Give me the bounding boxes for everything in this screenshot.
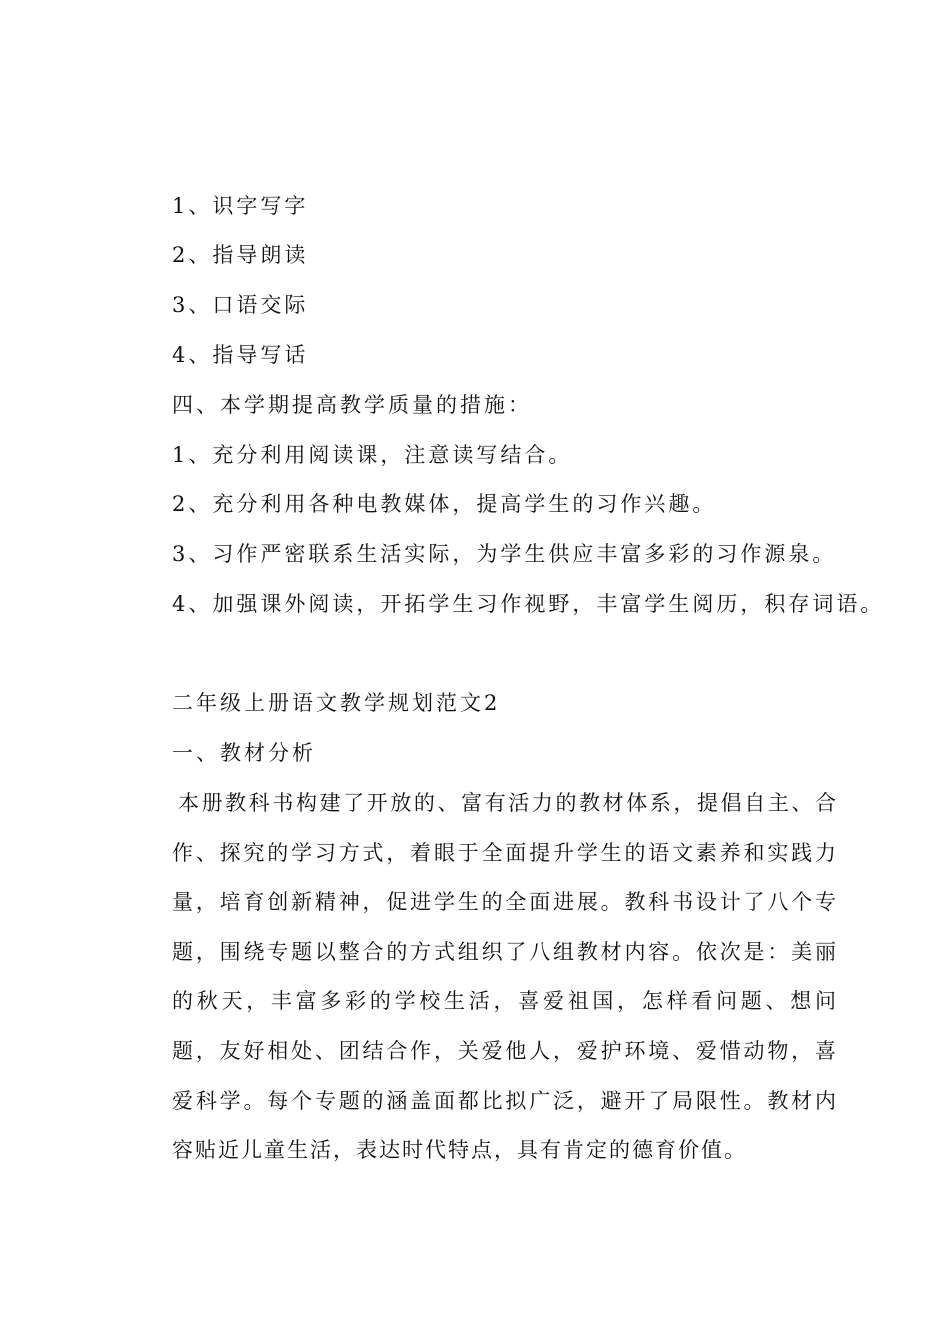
measure-item-2: 2、充分利用各种电教媒体，提高学生的习作兴趣。: [172, 492, 717, 516]
analysis-paragraph: 本册教科书构建了开放的、富有活力的教材体系，提倡自主、合作、探究的学习方式，着眼于全面提升学生的语文素养和实践力量，培育创新精神，促进学生的全面进展。教科书设计了八个专题，围绕专题以整合的方式组织了八组教材内容。依次是：美丽的秋天，丰富多彩的学校生活，喜爱祖国，怎样看问题、想问题，友好相处、团结合作，关爱他人，爱护环境、爱惜动物，喜爱科学。每个专题的涵盖面都比拟广泛，避开了局限性。教材内容贴近儿童生活，表达时代特点，具有肯定的德育价值。: [172, 791, 838, 1163]
measure-item-1: 1、充分利用阅读课，注意读写结合。: [172, 443, 573, 467]
measure-item-3: 3、习作严密联系生活实际，为学生供应丰富多彩的习作源泉。: [172, 542, 837, 566]
list-item-oral: 3、口语交际: [172, 293, 309, 317]
section-heading: 一、教材分析: [172, 741, 316, 765]
list-item-writing: 4、指导写话: [172, 343, 309, 367]
article-title: 二年级上册语文教学规划范文2: [172, 691, 501, 715]
list-item-reading: 2、指导朗读: [172, 243, 309, 267]
section-four-heading: 四、本学期提高教学质量的措施：: [172, 393, 532, 417]
measure-item-4: 4、加强课外阅读，开拓学生习作视野，丰富学生阅历，积存词语。: [172, 592, 885, 616]
list-item-literacy: 1、识字写字: [172, 194, 309, 218]
